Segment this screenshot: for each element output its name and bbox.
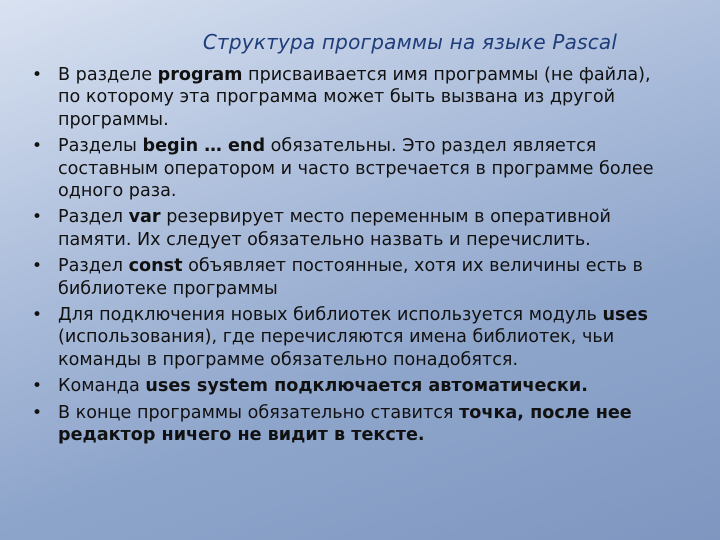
bullet-item-uses-system xyxy=(32,375,672,397)
bullet-icon: • xyxy=(32,65,43,85)
bullet-item-end-dot xyxy=(32,402,672,447)
bullet-text: присваивается имя программы (не файла), по которому эта программа может быть вызвана из другой программы. xyxy=(58,65,651,130)
keyword-var: var xyxy=(128,207,161,228)
bullet-icon: • xyxy=(32,207,43,228)
keyword-end-dot: точка, после нее редактор ничего не видит в тексте. xyxy=(58,402,632,446)
bullet-item-uses xyxy=(32,304,672,371)
bullet-icon: • xyxy=(32,305,43,326)
bullet-icon: • xyxy=(32,376,43,397)
bullet-item-var xyxy=(32,206,672,251)
bullet-icon: • xyxy=(32,402,43,423)
bullet-item-const xyxy=(32,255,672,300)
bullet-text: Раздел xyxy=(58,256,129,277)
bullet-text: Раздел xyxy=(58,207,129,228)
bullet-text: В конце программы обязательно ставится xyxy=(58,402,460,423)
keyword-program: program xyxy=(157,65,243,85)
bullet-item-program xyxy=(32,64,672,131)
bullet-text: В разделе xyxy=(58,65,158,85)
bullet-text: (использования), где перечисляются имена библиотек, чьи команды в программе обязательно понадобятся. xyxy=(58,327,615,370)
keyword-uses: uses xyxy=(602,305,648,326)
bullet-text: Разделы xyxy=(58,136,143,157)
bullet-text: Команда xyxy=(58,376,146,397)
bullet-list xyxy=(32,64,672,451)
keyword-const: const xyxy=(128,256,183,277)
bullet-icon: • xyxy=(32,136,43,157)
bullet-text: объявляет постоянные, хотя их величины есть в библиотеке программы xyxy=(58,256,643,299)
bullet-text: обязательны. Это раздел является составным оператором и часто встречается в программе более одного раза. xyxy=(58,136,654,202)
bullet-text: резервирует место переменным в оперативной памяти. Их следует обязательно назвать и перечислить. xyxy=(58,207,611,250)
slide-title: Структура программы на языке Pascal xyxy=(202,30,618,54)
keyword-begin-end: begin … end xyxy=(142,136,266,157)
bullet-icon: • xyxy=(32,256,43,277)
keyword-uses-system: uses system подключается автоматически. xyxy=(145,376,588,397)
bullet-item-begin-end xyxy=(32,135,672,202)
bullet-text: Для подключения новых библиотек используется модуль xyxy=(58,305,603,326)
